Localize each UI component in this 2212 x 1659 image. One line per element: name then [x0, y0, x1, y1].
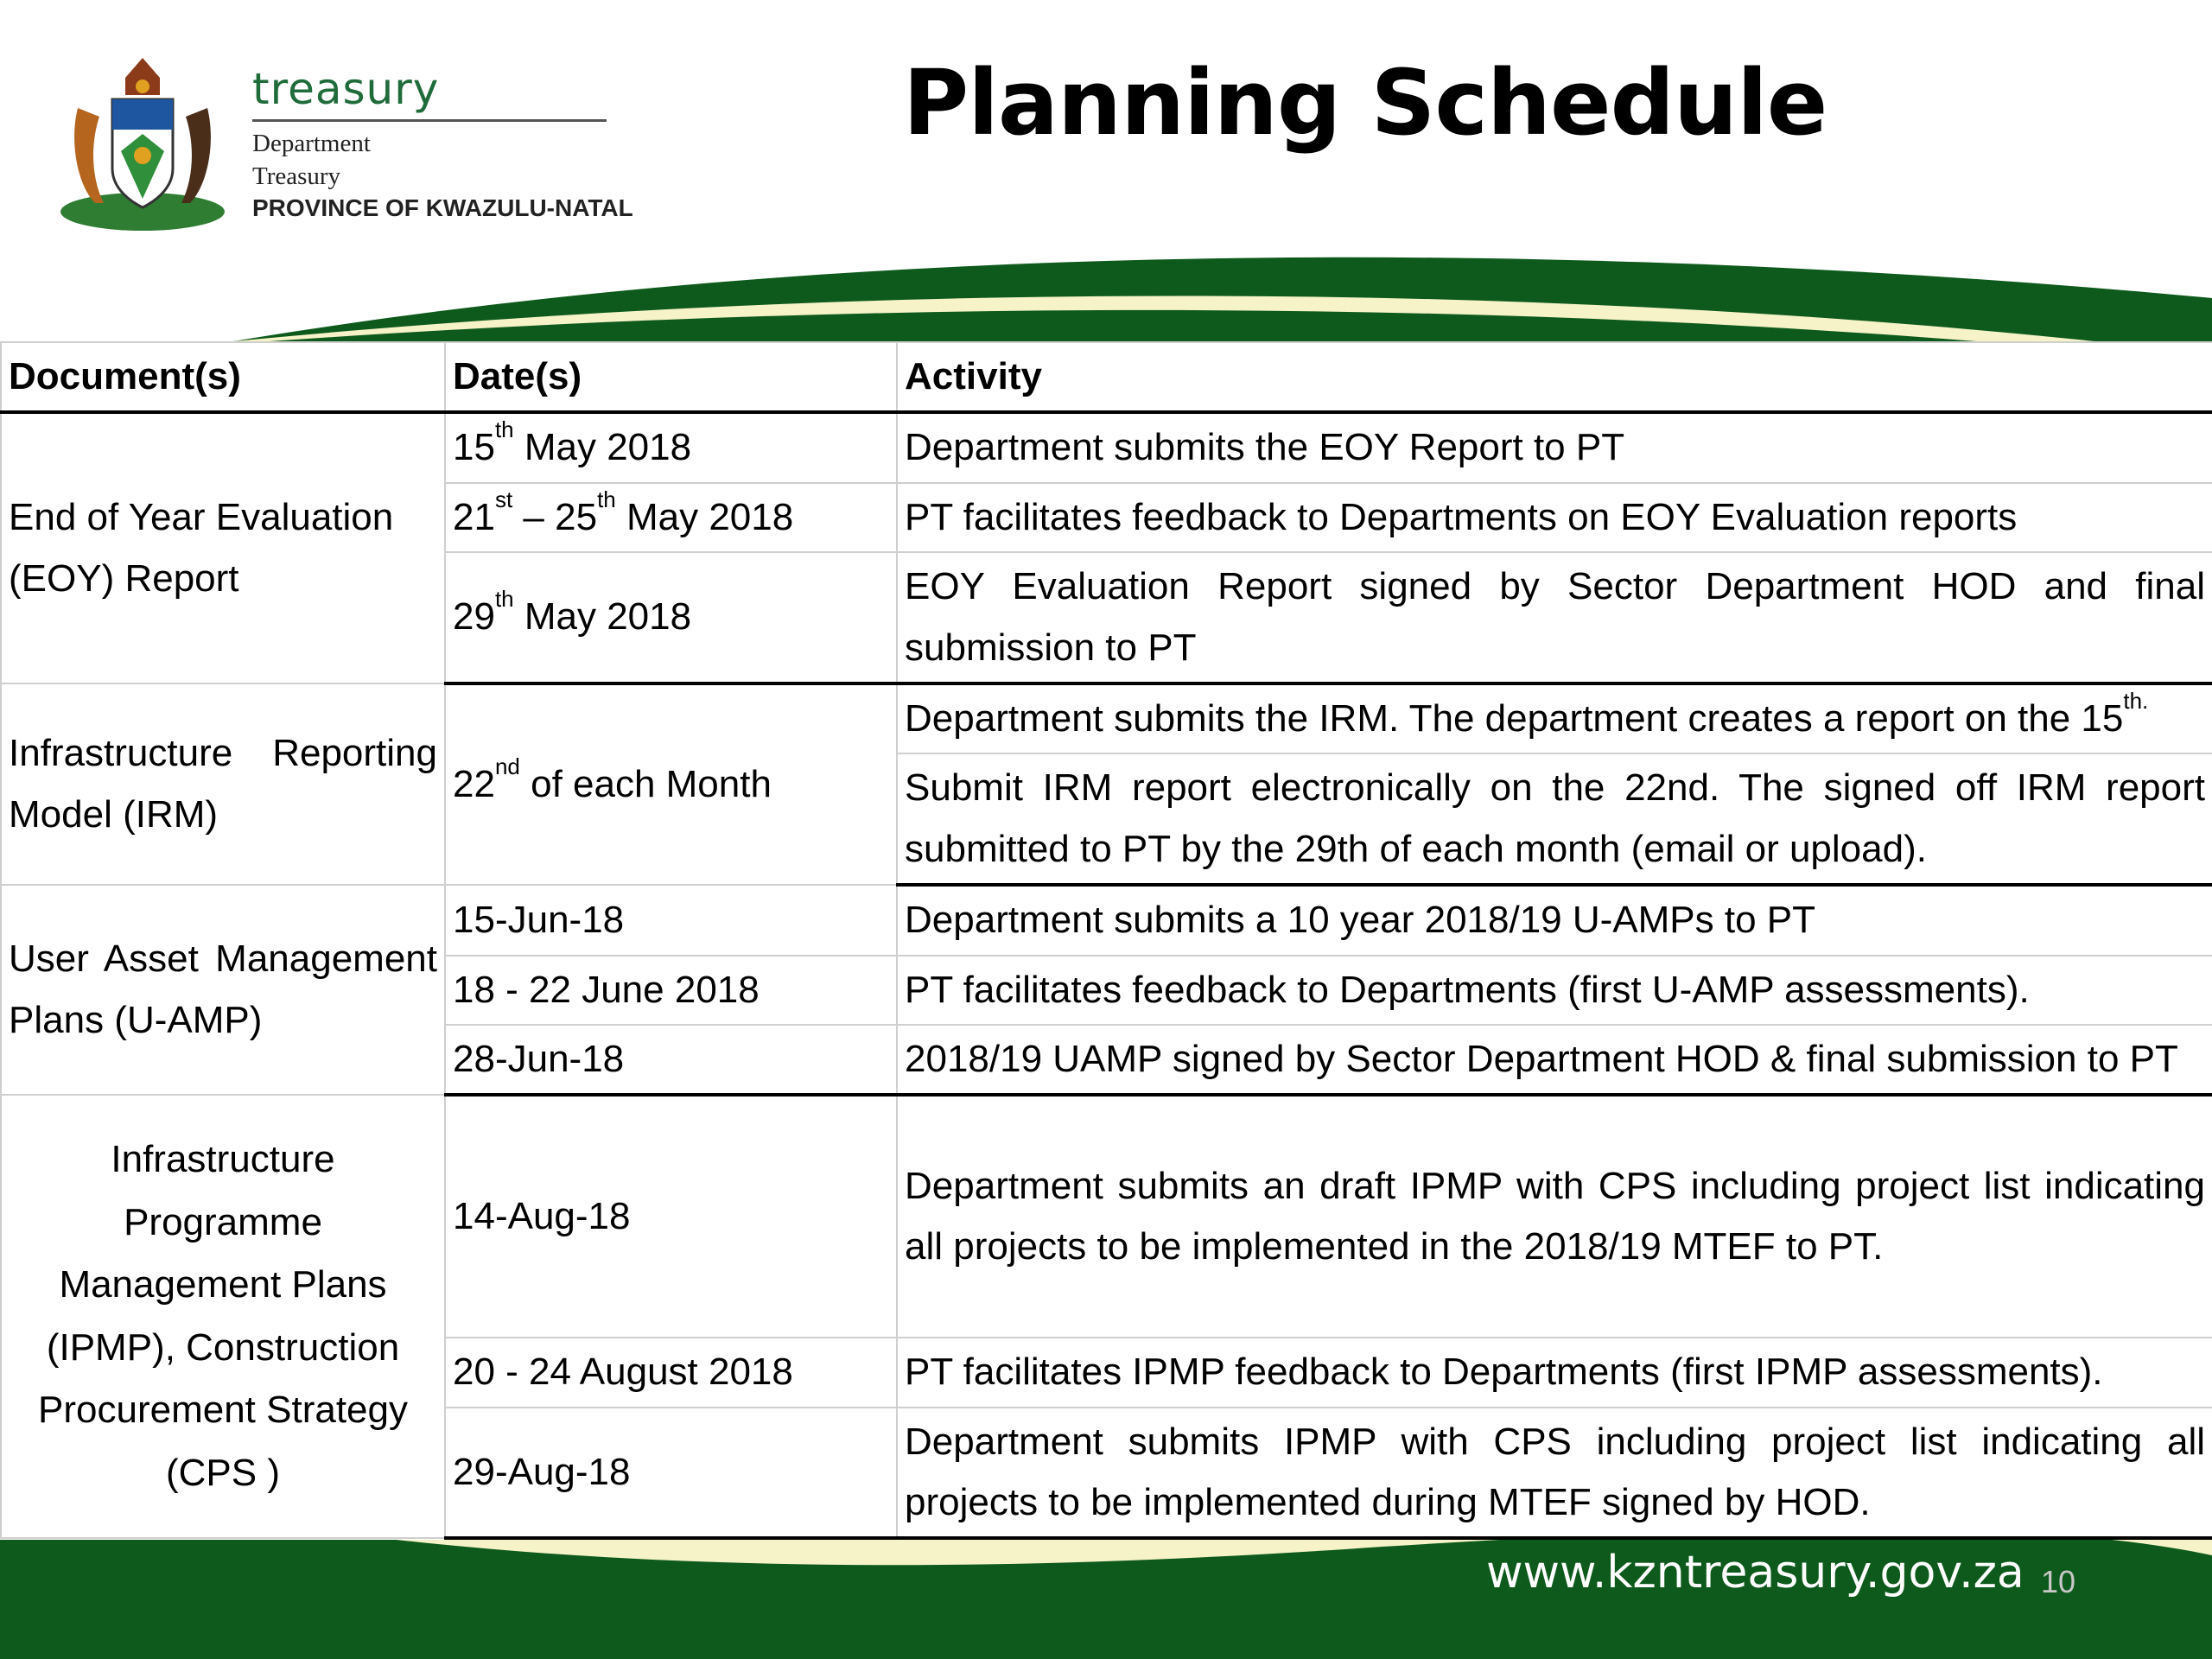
table-row — [1, 412, 2212, 482]
activity-cell — [897, 683, 2212, 753]
activity-cell: Department submits the EOY Report to PT — [897, 412, 2212, 482]
date-cell — [445, 683, 897, 885]
activity-cell: Department submits IPMP with CPS including project list indicating all projects to be implemented during MTEF signed by HOD. — [897, 1408, 2212, 1539]
activity-cell: PT facilitates IPMP feedback to Departments (first IPMP assessments). — [897, 1338, 2212, 1407]
header-dates: Date(s) — [445, 342, 897, 412]
activity-cell: Department submits an draft IPMP with CPS including project list indicating all projects to be implemented in the 2018/19 MTEF to PT. — [897, 1095, 2212, 1338]
date-cell: 14-Aug-18 — [445, 1095, 897, 1338]
date-day: 22 — [453, 762, 495, 805]
date-cell: 15-Jun-18 — [445, 885, 897, 955]
table-row — [1, 683, 2212, 753]
date-day: 21 — [453, 495, 495, 538]
date-day: 29 — [453, 595, 495, 639]
date-cell: 29-Aug-18 — [445, 1408, 897, 1539]
date-rest: May 2018 — [615, 495, 794, 538]
brand-name: treasury — [252, 64, 440, 114]
date-cell — [445, 412, 897, 482]
doc-irm — [1, 683, 445, 885]
activity-text: Department submits the IRM. The department creates a report on the 15 — [905, 696, 2124, 740]
table-row — [1, 1095, 2212, 1338]
date-ordinal: st — [494, 486, 513, 512]
date-cell: 28-Jun-18 — [445, 1025, 897, 1095]
doc-irm-line2: Model (IRM) — [9, 792, 219, 836]
activity-cell: Department submits a 10 year 2018/19 U-AMPs to PT — [897, 885, 2212, 955]
doc-uamp-line2: Plans (U-AMP) — [9, 998, 263, 1041]
doc-eoy: End of Year Evaluation (EOY) Report — [1, 412, 445, 683]
date-ordinal: th — [494, 416, 514, 443]
date-cell: 18 - 22 June 2018 — [445, 956, 897, 1025]
activity-cell: Submit IRM report electronically on the 22nd. The signed off IRM report submitted to PT by the 29th of each month (email or upload). — [897, 753, 2212, 885]
footer-url: www.kzntreasury.gov.za — [1486, 1547, 2024, 1599]
brand-treasury: Treasury — [252, 162, 341, 190]
brand-province: PROVINCE OF KWAZULU-NATAL — [252, 194, 633, 221]
date-ordinal: th — [597, 486, 616, 512]
table-header-row — [1, 342, 2212, 412]
date-cell — [445, 483, 897, 552]
doc-irm-line1: Infrastructure Reporting — [9, 732, 437, 775]
header-documents: Document(s) — [1, 342, 445, 412]
doc-ipmp: Infrastructure Programme Management Plans (IPMP), Construction Procurement Strategy (CPS ) — [1, 1095, 445, 1538]
date-day: 15 — [453, 426, 495, 469]
date-cell: 20 - 24 August 2018 — [445, 1338, 897, 1407]
date-rest: May 2018 — [513, 426, 692, 469]
brand-department: Department — [252, 130, 371, 157]
activity-ordinal: th. — [2123, 687, 2149, 714]
activity-cell: PT facilitates feedback to Departments (first U-AMP assessments). — [897, 956, 2212, 1025]
doc-uamp-line1: User Asset Management — [9, 938, 437, 981]
page-number: 10 — [2041, 1564, 2076, 1599]
doc-uamp — [1, 885, 445, 1095]
date-rest: May 2018 — [513, 595, 692, 639]
activity-cell: EOY Evaluation Report signed by Sector Department HOD and final submission to PT — [897, 552, 2212, 683]
activity-cell: 2018/19 UAMP signed by Sector Department HOD & final submission to PT — [897, 1025, 2212, 1095]
date-rest: of each Month — [519, 762, 772, 805]
table-row — [1, 885, 2212, 955]
date-ordinal: nd — [494, 753, 520, 779]
date-mid: – 25 — [512, 495, 598, 538]
kzn-coat-of-arms-icon — [52, 48, 233, 233]
planning-schedule-table — [0, 341, 2212, 1540]
brand-divider — [252, 119, 607, 122]
activity-cell: PT facilitates feedback to Departments on EOY Evaluation reports — [897, 483, 2212, 552]
date-ordinal: th — [494, 586, 514, 613]
date-cell — [445, 552, 897, 683]
header-activity: Activity — [897, 342, 2212, 412]
page-title: Planning Schedule — [903, 50, 1827, 156]
